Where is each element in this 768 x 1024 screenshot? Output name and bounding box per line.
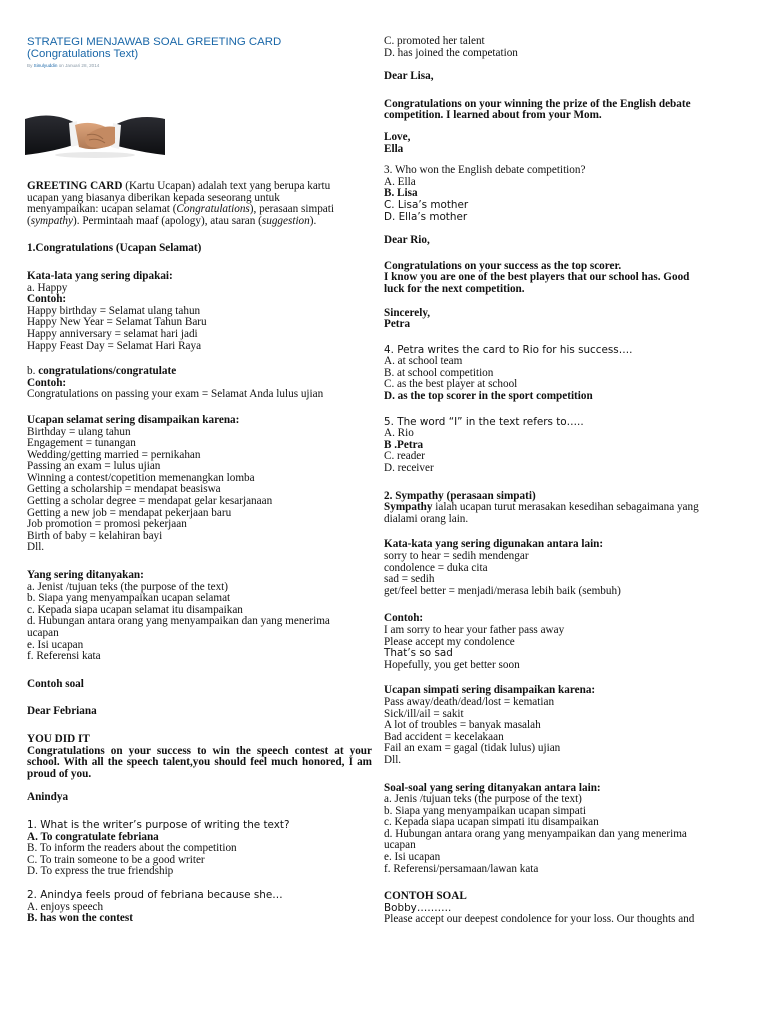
- letter-signature: Anindya: [27, 791, 69, 804]
- byline: [27, 63, 372, 69]
- example-item: Happy Feast Day = Selamat Hari Raya: [27, 339, 202, 352]
- title-line-1: STRATEGI MENJAWAB SOAL GREETING CARD: [27, 36, 282, 48]
- reasons-heading: Ucapan selamat sering disampaikan karena:: [27, 413, 240, 426]
- answer-option: C. Lisa’s mother: [384, 198, 469, 211]
- letter-salutation: Bobby……….: [384, 901, 452, 914]
- letter-signature: Petra: [384, 318, 411, 331]
- asked-item: f. Referensi/persamaan/lawan kata: [384, 862, 539, 875]
- reason-item: Birthday = ulang tahun: [27, 425, 131, 438]
- asked-item: e. Isi ucapan: [27, 638, 84, 651]
- reason-item: Job promotion = promosi pekerjaan: [27, 518, 187, 531]
- example-item: Congratulations on passing your exam = Selamat Anda lulus ujian: [27, 388, 324, 401]
- example-item: I am sorry to hear your father pass away: [384, 623, 565, 636]
- letter-headline: YOU DID IT: [27, 732, 90, 745]
- asked-heading: Yang sering ditanyakan:: [27, 569, 144, 582]
- answer-option: D. receiver: [384, 462, 434, 475]
- asked-item: d. Hubungan antara orang yang menyampaikan dan yang menerima: [27, 615, 330, 628]
- answer-option: C. promoted her talent: [384, 35, 485, 47]
- answer-option: C. reader: [384, 450, 425, 463]
- contoh-label: Contoh:: [27, 293, 67, 306]
- answer-option: D. To express the true friendship: [27, 865, 174, 878]
- title-line-2: (Congratulations Text): [27, 48, 139, 60]
- asked-item: e. Isi ucapan: [384, 851, 441, 864]
- letter-body-line: I know you are one of the best players that our school has. Good: [384, 271, 690, 284]
- intro-term: GREETING CARD: [27, 180, 123, 192]
- section-heading-sympathy: 2. Sympathy (perasaan simpati): [384, 489, 536, 502]
- answer-option-correct: B .Petra: [384, 438, 424, 451]
- answer-option: B. at school competition: [384, 366, 494, 379]
- question-1: 1. What is the writer’s purpose of writing the text?: [27, 818, 290, 831]
- intro-line-3-italic: Congratulations: [176, 203, 250, 216]
- letter-closing: Love,: [384, 130, 411, 143]
- asked-item: c. Kepada siapa ucapan selamat itu disampaikan: [27, 603, 243, 616]
- contoh-soal-heading: Contoh soal: [27, 677, 84, 690]
- reason-item: Sick/ill/ail = sakit: [384, 707, 464, 720]
- intro-line-4b: ). Permintaah maaf (apology), atau saran (: [73, 214, 262, 227]
- letter-body-line: Please accept our deepest condolence for your loss. Our thoughts and: [384, 913, 695, 926]
- question-3: 3. Who won the English debate competition?: [384, 164, 586, 177]
- answer-option-correct: B. has won the contest: [27, 912, 133, 925]
- letter-body-line: competition. I learned about from your Mom.: [384, 109, 602, 122]
- asked-item: ucapan: [27, 627, 59, 639]
- kata-heading: Kata-lata yang sering dipakai:: [27, 269, 173, 282]
- letter-body: Congratulations on your success to win the speech contest at your school. With all the speech talent,you should feel much honored, I am proud of you.: [27, 744, 372, 780]
- answer-option: A. enjoys speech: [27, 900, 104, 913]
- letter-signature: Ella: [384, 142, 404, 155]
- example-item: Happy birthday = Selamat ulang tahun: [27, 304, 201, 317]
- letter-closing: Sincerely,: [384, 306, 431, 319]
- intro-line-4a: (: [27, 214, 31, 227]
- question-5: 5. The word “I” in the text refers to…..: [384, 415, 584, 428]
- reason-item: Wedding/getting married = pernikahan: [27, 448, 201, 461]
- reason-item: Getting a scholar degree = mendapat gelar kesarjanaan: [27, 495, 273, 508]
- letter-body-line: Congratulations on your success as the top scorer.: [384, 259, 622, 272]
- list-label-a: a. Happy: [27, 281, 68, 294]
- answer-option-correct: D. as the top scorer in the sport competition: [384, 390, 593, 403]
- handshake-image: [25, 109, 165, 165]
- answer-option: A. at school team: [384, 355, 463, 368]
- kata-heading: Kata-kata yang sering digunakan antara lain:: [384, 538, 604, 551]
- intro-line-1: (Kartu Ucapan) adalah text yang berupa kartu: [122, 180, 331, 192]
- asked-item: f. Referensi kata: [27, 650, 101, 663]
- intro-line-2: ucapan yang biasanya diberikan kepada seseorang untuk: [27, 191, 280, 204]
- asked-item: a. Jenist /tujuan teks (the purpose of the text): [27, 580, 229, 593]
- kata-item: sad = sedih: [384, 573, 435, 586]
- intro-paragraph: [27, 181, 372, 227]
- example-item: That’s so sad: [384, 647, 453, 660]
- reason-item: Getting a new job = mendapat pekerjaan baru: [27, 506, 232, 519]
- answer-option: A. Rio: [384, 427, 414, 440]
- asked-item: b. Siapa yang menyampaikan ucapan selamat: [27, 592, 231, 605]
- definition-term: Sympathy: [384, 501, 433, 514]
- intro-line-4c: ).: [309, 214, 317, 227]
- letter-body-line: Congratulations on your winning the prize of the English debate: [384, 97, 691, 110]
- example-item: Happy New Year = Selamat Tahun Baru: [27, 316, 207, 329]
- letter-salutation: Dear Lisa,: [384, 70, 434, 83]
- asked-item: d. Hubungan antara orang yang menyampaikan dan yang menerima: [384, 827, 687, 840]
- asked-item: b. Siapa yang menyampaikan ucapan simpati: [384, 804, 586, 817]
- section-heading-congratulations: 1.Congratulations (Ucapan Selamat): [27, 242, 202, 255]
- reason-item: Dll.: [27, 541, 45, 554]
- intro-line-4-italic-1: sympathy: [30, 214, 73, 227]
- author-link[interactable]: Sinulyuddin: [33, 63, 58, 68]
- definition-text-line-2: dialami orang lain.: [384, 512, 469, 525]
- reason-item: Pass away/death/dead/lost = kematian: [384, 695, 555, 708]
- contoh-label: Contoh:: [27, 376, 67, 389]
- letter-body-line: luck for the next competition.: [384, 282, 525, 295]
- intro-line-3a: menyampaikan: ucapan selamat (: [27, 203, 177, 216]
- letter-salutation: Dear Febriana: [27, 705, 97, 718]
- list-label-b: congratulations/congratulate: [38, 365, 177, 378]
- reason-item: Getting a scholarship = mendapat beasiswa: [27, 483, 221, 496]
- asked-heading: Soal-soal yang sering ditanyakan antara lain:: [384, 781, 601, 794]
- asked-item: ucapan: [384, 839, 416, 852]
- page-title: [27, 36, 372, 60]
- kata-item: get/feel better = menjadi/merasa lebih baik (sembuh): [384, 584, 621, 597]
- intro-line-3b: ), perasaan simpati: [249, 203, 334, 216]
- letter-salutation: Dear Rio,: [384, 234, 430, 247]
- asked-item: c. Kepada siapa ucapan simpati itu disampaikan: [384, 816, 599, 829]
- byline-prefix: By: [27, 63, 33, 68]
- list-prefix-b: b.: [27, 365, 39, 378]
- left-column: [27, 36, 372, 925]
- definition-text: ialah ucapan turut merasakan kesedihan sebagaimana yang: [432, 501, 699, 514]
- contoh-soal-heading: CONTOH SOAL: [384, 890, 467, 903]
- answer-option: C. To train someone to be a good writer: [27, 853, 205, 866]
- reason-item: Fail an exam = gagal (tidak lulus) ujian: [384, 742, 561, 755]
- reason-item: Winning a contest/copetition memenangkan lomba: [27, 471, 255, 484]
- answer-option: B. To inform the readers about the competition: [27, 842, 237, 855]
- answer-option: D. has joined the competation: [384, 46, 518, 59]
- example-item: Happy anniversary = selamat hari jadi: [27, 327, 198, 340]
- byline-date: on Januari 28, 2014: [58, 63, 100, 68]
- reason-item: A lot of troubles = banyak masalah: [384, 719, 541, 732]
- kata-item: condolence = duka cita: [384, 561, 488, 574]
- answer-option: D. Ella’s mother: [384, 210, 468, 223]
- reason-item: Passing an exam = lulus ujian: [27, 460, 161, 473]
- reasons-heading: Ucapan simpati sering disampaikan karena:: [384, 684, 596, 697]
- example-item: Please accept my condolence: [384, 635, 515, 648]
- right-column: [384, 36, 744, 926]
- question-2: 2. Anindya feels proud of febriana because she…: [27, 888, 283, 901]
- example-item: Hopefully, you get better soon: [384, 658, 520, 671]
- answer-option-correct: B. Lisa: [384, 187, 418, 200]
- kata-item: sorry to hear = sedih mendengar: [384, 550, 529, 562]
- answer-option: A. Ella: [384, 175, 416, 188]
- contoh-label: Contoh:: [384, 612, 424, 625]
- answer-option-correct: A. To congratulate febriana: [27, 830, 159, 843]
- intro-line-4-italic-2: suggestion: [261, 214, 310, 227]
- reason-item: Dll.: [384, 753, 402, 766]
- asked-item: a. Jenis /tujuan teks (the purpose of the text): [384, 793, 582, 806]
- reason-item: Birth of baby = kelahiran bayi: [27, 529, 163, 542]
- reason-item: Bad accident = kecelakaan: [384, 730, 504, 743]
- reason-item: Engagement = tunangan: [27, 437, 136, 450]
- answer-option: C. as the best player at school: [384, 378, 518, 391]
- question-4: 4. Petra writes the card to Rio for his success….: [384, 343, 633, 356]
- handshake-icon: [25, 109, 165, 165]
